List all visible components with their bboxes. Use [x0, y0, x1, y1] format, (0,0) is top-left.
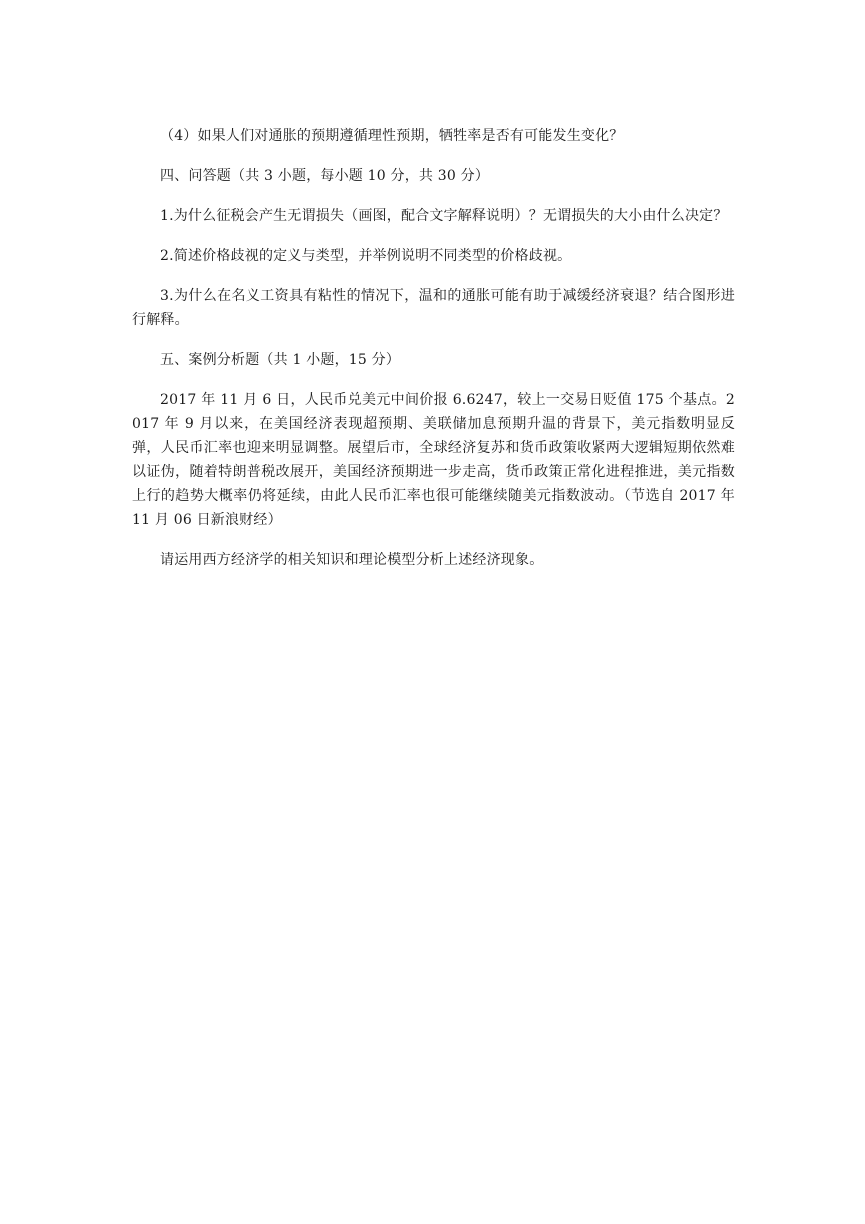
- section-heading-case: 五、案例分析题（共 1 小题，15 分）: [160, 352, 401, 368]
- qa-question-2: 2.简述价格歧视的定义与类型，并举例说明不同类型的价格歧视。: [160, 248, 572, 264]
- document-body: [132, 124, 735, 572]
- case-text: 2017 年 11 月 6 日，人民币兑美元中间价报 6.6247，较上一交易日贬值 175 个基点。2017 年 9 月以来，在美国经济表现超预期、美联储加息预期升温的背景下，美元指数明显反弹，人民币汇率也迎来明显调整。展望后市，全球经济复苏和货币政策收紧两大逻辑短期依然难以证伪，随着特朗普税改展开，美国经济预期进一步走高，货币政策正常化进程推进，美元指数上行的趋势大概率仍将延续，由此人民币汇率也很可能继续随美元指数波动。（节选自 2017 年 11 月 06 日新浪财经）: [132, 392, 735, 528]
- question-4-sub: （4）如果人们对通胀的预期遵循理性预期，牺牲率是否有可能发生变化？: [160, 128, 624, 144]
- case-instruction: 请运用西方经济学的相关知识和理论模型分析上述经济现象。: [160, 552, 544, 568]
- qa-question-1: 1.为什么征税会产生无谓损失（画图，配合文字解释说明）？无谓损失的大小由什么决定？: [160, 208, 728, 224]
- qa-question-3: 3.为什么在名义工资具有粘性的情况下，温和的通胀可能有助于减缓经济衰退？结合图形进行解释。: [132, 288, 735, 328]
- section-heading-qa: 四、问答题（共 3 小题，每小题 10 分，共 30 分）: [160, 168, 490, 184]
